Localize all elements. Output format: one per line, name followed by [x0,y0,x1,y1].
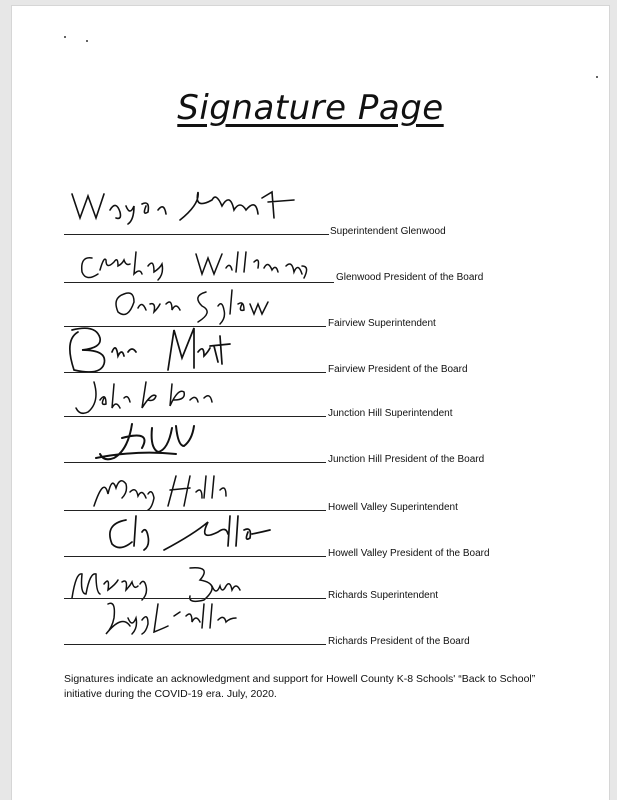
signature-block [12,192,609,236]
signature-block [12,512,609,559]
signature-block [12,558,609,602]
handwritten-signature [64,322,284,378]
signature-block [12,328,609,375]
signer-role: Richards President of the Board [328,636,470,647]
signature-line [64,510,326,511]
signer-role: Glenwood President of the Board [336,272,484,283]
signature-block [12,604,609,648]
signature-block [12,420,609,464]
acknowledgment-note: Signatures indicate an acknowledgment and support for Howell County K-8 Schools' “Back to School” initiative during the COVID-19 era. July, 2020. [64,673,536,700]
handwritten-signature [92,418,232,468]
signer-role: Superintendent Glenwood [330,226,446,237]
signature-line [64,416,326,417]
signature-block [12,238,609,282]
signature-line [64,644,326,645]
signer-role: Junction Hill President of the Board [328,454,485,465]
signature-block [12,282,609,329]
handwritten-signature [68,180,328,230]
signature-block [12,374,609,418]
signer-role: Fairview Superintendent [328,318,436,329]
handwritten-signature [86,468,246,516]
signature-line [64,234,329,235]
scan-speck [86,40,88,42]
handwritten-signature [98,598,258,642]
signer-role: Howell Valley Superintendent [328,502,458,513]
signature-line [64,556,326,557]
document-page [12,6,609,800]
scan-speck [64,36,66,38]
signature-block [12,466,609,513]
signer-role: Howell Valley President of the Board [328,548,490,559]
signer-role: Junction Hill Superintendent [328,408,453,419]
signature-line [64,372,326,373]
signature-line [64,462,326,463]
handwritten-signature [102,512,282,558]
scan-speck [596,76,598,78]
page-title: Signature Page [177,88,444,128]
signer-role: Richards Superintendent [328,590,439,601]
signer-role: Fairview President of the Board [328,364,468,375]
